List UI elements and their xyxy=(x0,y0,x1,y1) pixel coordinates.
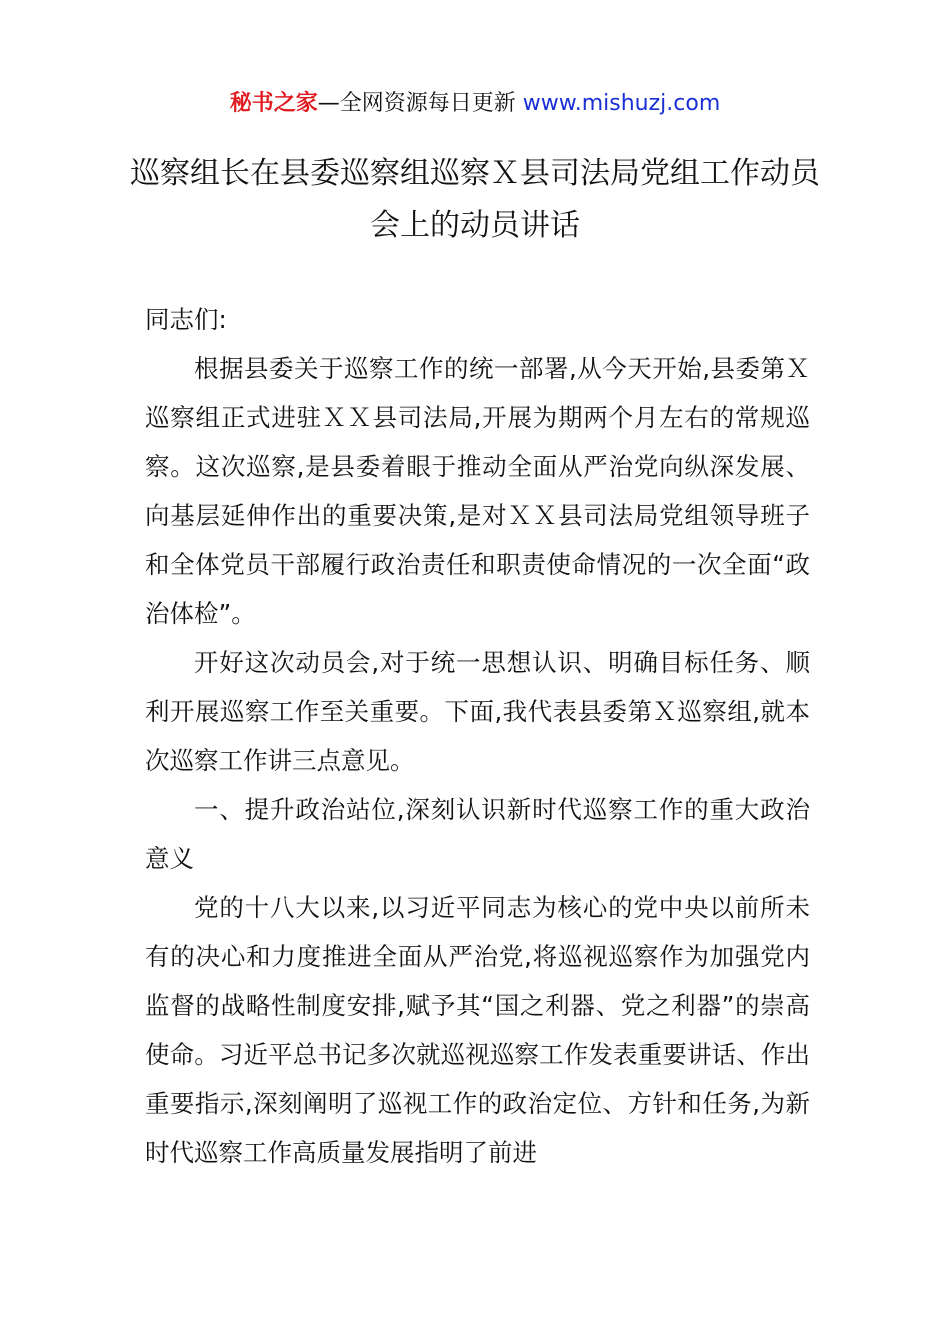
site-header xyxy=(0,88,950,120)
site-link[interactable]: www.mishuzj.com xyxy=(522,91,721,116)
document-body xyxy=(145,295,810,1177)
header-tagline: —全网资源每日更新 xyxy=(317,91,516,116)
paragraph: 党的十八大以来,以习近平同志为核心的党中央以前所未有的决心和力度推进全面从严治党,将巡视巡察作为加强党内监督的战略性制度安排,赋予其“国之利器、党之利器”的崇高使命。习近平总书记多次就巡视巡察工作发表重要讲话、作出重要指示,深刻阐明了巡视工作的政治定位、方针和任务,为新时代巡察工作高质量发展指明了前进 xyxy=(145,893,810,1167)
paragraph: 根据县委关于巡察工作的统一部署,从今天开始,县委第Ｘ巡察组正式进驻ＸＸ县司法局,开展为期两个月左右的常规巡察。这次巡察,是县委着眼于推动全面从严治党向纵深发展、向基层延伸作出的重要决策,是对ＸＸ县司法局党组领导班子和全体党员干部履行政治责任和职责使命情况的一次全面“政治体检”。 xyxy=(145,354,810,628)
section-heading: 一、提升政治站位,深刻认识新时代巡察工作的重大政治意义 xyxy=(145,795,810,873)
document-title: 巡察组长在县委巡察组巡察Ｘ县司法局党组工作动员会上的动员讲话 xyxy=(130,156,820,243)
brand-name: 秘书之家 xyxy=(229,91,318,116)
paragraph: 开好这次动员会,对于统一思想认识、明确目标任务、顺利开展巡察工作至关重要。下面,我代表县委第Ｘ巡察组,就本次巡察工作讲三点意见。 xyxy=(145,648,810,775)
salutation: 同志们: xyxy=(145,305,227,334)
